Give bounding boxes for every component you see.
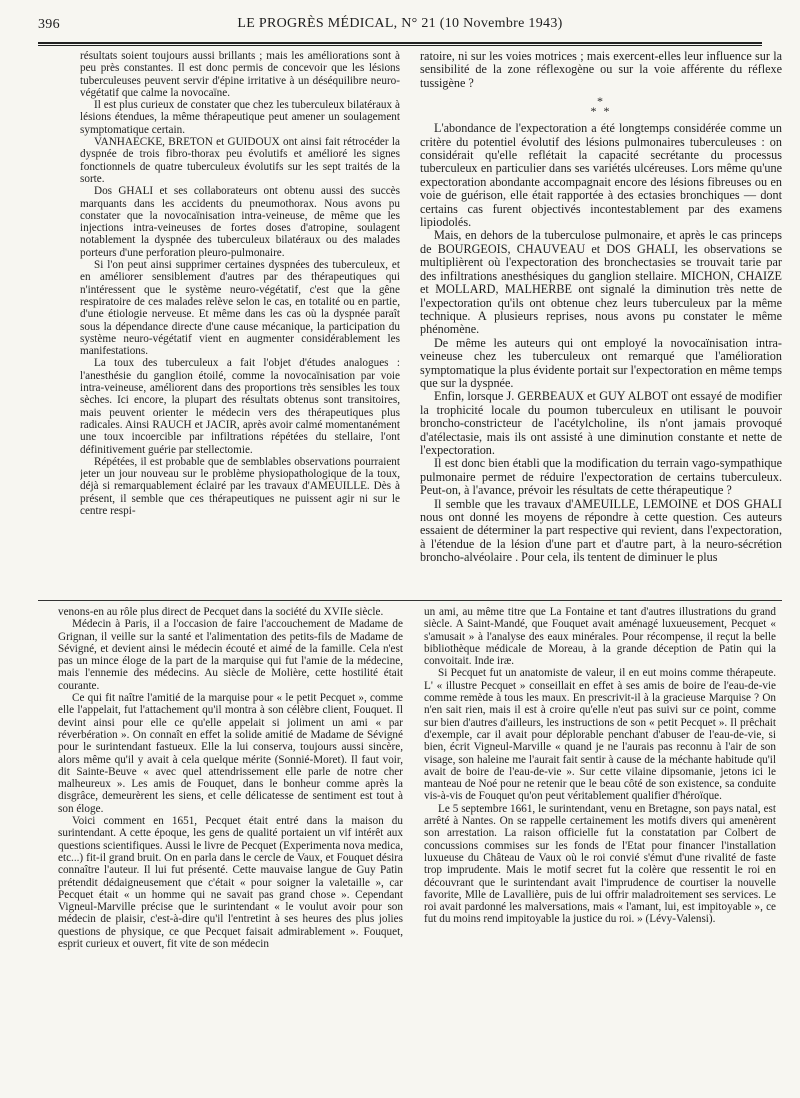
paragraph: résultats soient toujours aussi brillants ; mais les améliorations sont à peu près constantes. Il est donc permis de concevoir que les lésions tuberculeuses peuvent servir d'épine irritative à un déséquilibre neuro-végétatif que calme la novocaïne.: [80, 50, 400, 99]
paragraph: Il est donc bien établi que la modification du terrain vago-sympathique pulmonaire permet de réduire l'expectoration de certains tuberculeux. Peut-on, à l'avance, prévoir les résultats de cette thérapeutique ?: [420, 456, 782, 498]
header-rule: [38, 42, 762, 46]
journal-title: LE PROGRÈS MÉDICAL, N° 21 (10 Novembre 1943): [237, 16, 563, 31]
asterism-top: *: [597, 94, 605, 109]
paragraph: Il semble que les travaux d'AMEUILLE, LEMOINE et DOS GHALI nous ont donné les moyens de répondre à cette question. Ces auteurs essaient de déterminer la part respective qui revient, dans l'expectoration, à l'étendue de la lésion d'une part et d'autre part, à la neuro-sécrétion broncho-alvéolaire . Pour cela, ils tentent de diminuer le plus: [420, 496, 782, 565]
column-bottom-left: [58, 606, 403, 1092]
paragraph: Répétées, il est probable que de semblables observations pourraient jeter un jour nouveau sur le problème physiopathologique de la toux, déjà si remarquablement éclairé par les travaux d'AMEUILLE. Dès à présent, il semble que ces thérapeutiques ne puissent agir ni sur le centre respi-: [80, 455, 400, 517]
paragraph: Mais, en dehors de la tuberculose pulmonaire, et après le cas princeps de BOURGEOIS, CHAUVEAU et DOS GHALI, les observations se multiplièrent où l'expectoration des bronchectasies se trouvait tarie par des infiltrations anesthésiques du ganglion stellaire. MICHON, CHAIZE et MOLLARD, MALHERBE ont signalé la diminution très nette de l'expectoration qu'ils ont obtenue chez leurs tuberculeux par la même technique. A plusieurs reprises, nous avons pu constater le même phénomène.: [420, 228, 782, 337]
paragraph: Le 5 septembre 1661, le surintendant, venu en Bretagne, son pays natal, est arrêté à Nantes. On se rappelle certainement les motifs divers qui amenèrent son arrestation. La raison officielle fut la constatation par Colbert de concussions commises sur les fonds de l'Etat pour financer l'installation luxueuse du Château de Vaux où le roi convié s'émut d'une rivalité de faste trop imprudente. Mais le motif secret fut la colère que ressentit le roi en découvrant que le surintendant avait l'imprudence de courtiser la nouvelle favorite, Mlle de Lavallière, puis de lui offrir maladroitement ses services. Le roi avait pardonné les malversations, mais « l'amant, lui, est impitoyable », ce fut du moins rend impitoyable la justice du roi. » (Lévy-Valensi).: [424, 802, 776, 926]
paragraph: Si l'on peut ainsi supprimer certaines dyspnées des tuberculeux, et en améliorer sensiblement d'autres par des thérapeutiques qui n'intéressent que le système neuro-végétatif, c'est que la gêne respiratoire de ces malades relève selon le cas, en totalité ou en partie, d'une étiologie nerveuse. Et même dans les cas où la dyspnée paraît sous la dépendance directe d'une cause mécanique, la participation du système neuro-végétatif vient en augmenter considérablement les manifestations.: [80, 259, 400, 358]
section-break-asterism: [420, 94, 782, 119]
running-head: [38, 14, 762, 36]
paragraph: Enfin, lorsque J. GERBEAUX et GUY ALBOT ont essayé de modifier la trophicité locale du poumon tuberculeux en utilisant le pouvoir broncho-constricteur de l'acétylcholine, ils n'ont jamais provoqué d'atélectasie, mais ils ont assisté à une diminution constante et nette de l'expectoration.: [420, 389, 782, 457]
page-number: 396: [38, 17, 60, 32]
paragraph: Médecin à Paris, il a l'occasion de faire l'accouchement de Madame de Grignan, il veille sur la santé et l'alimentation des petits-fils de Madame de Sévigné, et devient ainsi le médecin écouté et aimé de la famille. Cela n'est pas un mince éloge de la part de la marquise qui fut l'amie de la médecine, mais l'ennemie des médecins. Au siècle de Molière, cette hostilité était courante.: [58, 618, 403, 692]
paragraph: un ami, au même titre que La Fontaine et tant d'autres illustrations du grand siècle. A Saint-Mandé, que Fouquet avait aménagé luxueusement, Pecquet « s'amusait » à l'analyse des eaux minérales. Pour récompense, il reçut la belle bibliothèque médicale de Moreau, à la grande déception de Patin qui la convoitait. Inde iræ.: [424, 606, 776, 668]
paragraph: ratoire, ni sur les voies motrices ; mais exercent-elles leur influence sur la sensibilité de la zone réflexogène ou sur la voie afférente du réflexe tussigène ?: [420, 50, 782, 90]
paragraph: La toux des tuberculeux a fait l'objet d'études analogues : l'anesthésie du ganglion étoilé, comme la novocaïnisation par voie intra-veineuse, améliorent dans des proportions très sensibles les toux sèches. Ici encore, la plupart des résultats obtenus sont transitoires, mais peuvent orienter le médecin vers des thérapeutiques plus radicales. Ainsi RAUCH et JACIR, après avoir calmé momentanément une toux incoercible par infiltrations répétées du stellaire, l'ont définitivement guérie par stellectomie.: [80, 357, 400, 456]
column-top-left: [80, 50, 400, 598]
paragraph: Ce qui fit naître l'amitié de la marquise pour « le petit Pecquet », comme elle l'appelait, fut l'attachement qu'il montra à son célèbre client, Fouquet. Il devint ainsi pour elle ce qu'elle appelait si joliment un ami « par réverbération ». On connaît en effet la solide amitié de Madame de Sévigné pour le surintendant fastueux. Elle la lui conserva, toujours aussi sincère, alors même qu'il y avait à cela quelque mérite (Sonnié-Moret). Il faut voir, dit Sainte-Beuve « avec quel attendrissement elle parle de notre cher malheureux ». Les amis de Fouquet, dans le bonheur comme après la disgrâce, demeurèrent les siens, et celle délicatesse de sentiment est tout à son éloge.: [58, 692, 403, 815]
paragraph: Voici comment en 1651, Pecquet était entré dans la maison du surintendant. A cette époque, les gens de qualité portaient un vif intérêt aux questions scientifiques. Aussi le livre de Pecquet (Experimenta nova medica, etc...) fit-il grand bruit. On en parla dans le cercle de Vaux, et Fouquet désira connaître l'auteur. Il lui fut présenté. Cette mauvaise langue de Guy Patin prétendit dédaigneusement que c'était « pour soigner la valetaille », car Pecquet était « un homme qui ne savait pas grand chose ». Cependant Vigneul-Marville précise que le surintendant « le voulut avoir pour son médecin de plaisir, c'est-à-dire qu'il l'entretint à ses heures des plus jolies questions de physique, ce que Pecquet faisait admirablement ». Fouquet, esprit curieux et ouvert, fit vite de son médecin: [58, 815, 403, 951]
section-divider: [38, 600, 782, 601]
paragraph: Dos GHALI et ses collaborateurs ont obtenu aussi des succès marquants dans les accidents du pneumothorax. Nous avons pu constater que la novocaïnisation intra-veineuse, de même que les injections intra-veineuses de fortes doses d'atropine, soulagent notablement la dyspnée des tuberculeux bilatéraux ou des malades porteurs d'une perforation pleuro-pulmonaire.: [80, 185, 400, 259]
paragraph: De même les auteurs qui ont employé la novocaïnisation intra-veineuse chez les tuberculeux ont remarqué que l'amélioration symptomatique la plus évidente portait sur l'expectoration en même temps que sur la dyspnée.: [420, 335, 782, 390]
paragraph: Si Pecquet fut un anatomiste de valeur, il en eut moins comme thérapeute. L' « illustre Pecquet » conseillait en effet à ses amis de boire de l'eau-de-vie comme remède à tous les maux. En prescrivit-il à la gracieuse Marquise ? On n'en sait rien, mais il est à croire qu'elle n'eut pas suivi sur ce point, comme sur bien d'autres d'ailleurs, les instructions de son « petit Pecquet ». Il prêchait d'exemple, car il avait pour déplorable penchant d'abuser de l'eau-de-vie, si bien, écrit Vigneul-Marville « quand je ne l'aurais pas reconnu à l'air de son visage, son haleine me l'aurait fait sentir à cause de la méchante habitude qu'il avait de boire de l'eau-de-vie ». Sur cette vilaine dipsomanie, jetons ici le manteau de Noé pour ne retenir que le beau côté de son existence, sa conduite vis-à-vis de Fouquet qu'on peut véritablement qualifier d'héroïque.: [424, 667, 776, 803]
paragraph: L'abondance de l'expectoration a été longtemps considérée comme un critère du potentiel évolutif des lésions pulmonaires tuberculeuses : on considérait qu'elle reflétait la capacité secrétante du processus tuberculeux en particulier dans ses variétés ulcéreuses. Lors même qu'une expectoration abondante accompagnait encore des lésions fibreuses ou en voie de guérison, elle était rapportée à des ectasies bronchiques — dont certains cas furent objectivés incontestablement par des examens lipiodolés.: [420, 121, 782, 230]
paragraph: venons-en au rôle plus direct de Pecquet dans la société du XVIIe siècle.: [58, 606, 384, 618]
paragraph: Il est plus curieux de constater que chez les tuberculeux bilatéraux à lésions étendues, la même thérapeutique peut amener un soulagement symptomatique certain.: [80, 99, 400, 136]
column-bottom-right: [424, 606, 776, 1092]
column-top-right: [420, 50, 782, 598]
asterism-bottom: * *: [590, 104, 612, 119]
paragraph: VANHAECKE, BRETON et GUIDOUX ont ainsi fait rétrocéder la dyspnée de trois fibro-thorax peu évolutifs et amélioré les signes fonctionnels de quatre tuberculeux évolutifs sur les sept traités de la sorte.: [80, 136, 400, 185]
